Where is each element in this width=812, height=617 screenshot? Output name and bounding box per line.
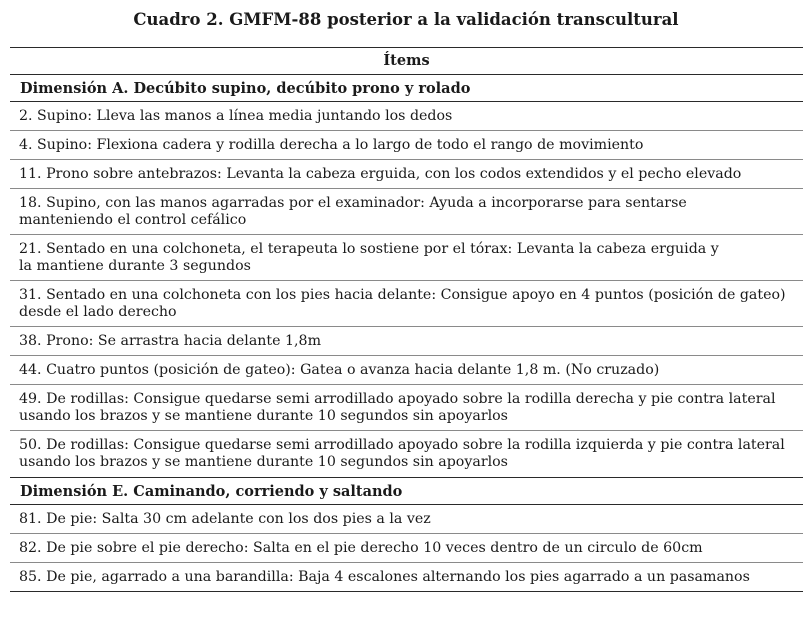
- table-row: 49. De rodillas: Consigue quedarse semi arrodillado apoyado sobre la rodilla derecha y pie contra lateral usando los brazos y se mantiene durante 10 segundos sin apoyarlos: [10, 385, 803, 431]
- table-row: 85. De pie, agarrado a una barandilla: Baja 4 escalones alternando los pies agarrado a un pasamanos: [19, 569, 750, 585]
- table-header: Ítems: [10, 48, 803, 75]
- table-row: 31. Sentado en una colchoneta con los pies hacia delante: Consigue apoyo en 4 puntos (posición de gateo) desde el lado derecho: [10, 281, 803, 327]
- table-row: 4. Supino: Flexiona cadera y rodilla derecha a lo largo de todo el rango de movimiento: [10, 131, 803, 160]
- table-row: 44. Cuatro puntos (posición de gateo): Gatea o avanza hacia delante 1,8 m. (No cruzado): [10, 356, 803, 385]
- table-row: 11. Prono sobre antebrazos: Levanta la cabeza erguida, con los codos extendidos y el pecho elevado: [10, 160, 803, 189]
- table-row: 81. De pie: Salta 30 cm adelante con los dos pies a la vez: [10, 505, 803, 534]
- table-row: 2. Supino: Lleva las manos a línea media juntando los dedos: [10, 102, 803, 131]
- dimension-a-title: Dimensión A. Decúbito supino, decúbito prono y rolado: [10, 75, 803, 102]
- table-row: 50. De rodillas: Consigue quedarse semi arrodillado apoyado sobre la rodilla izquierda y pie contra lateral usando los brazos y se mantiene durante 10 segundos sin apoyarlos: [19, 437, 785, 470]
- gmfm-table: [10, 47, 803, 592]
- table-row: 18. Supino, con las manos agarradas por el examinador: Ayuda a incorporarse para sentarse manteniendo el control cefálico: [10, 189, 803, 235]
- table-row: 82. De pie sobre el pie derecho: Salta en el pie derecho 10 veces dentro de un circulo de 60cm: [10, 534, 803, 563]
- table-caption: Cuadro 2. GMFM-88 posterior a la validación transcultural: [133, 10, 679, 29]
- table-row: 21. Sentado en una colchoneta, el terapeuta lo sostiene por el tórax: Levanta la cabeza erguida y la mantiene durante 3 segundos: [10, 235, 803, 281]
- dimension-e-title: Dimensión E. Caminando, corriendo y saltando: [10, 477, 803, 505]
- table-row: 38. Prono: Se arrastra hacia delante 1,8m: [10, 327, 803, 356]
